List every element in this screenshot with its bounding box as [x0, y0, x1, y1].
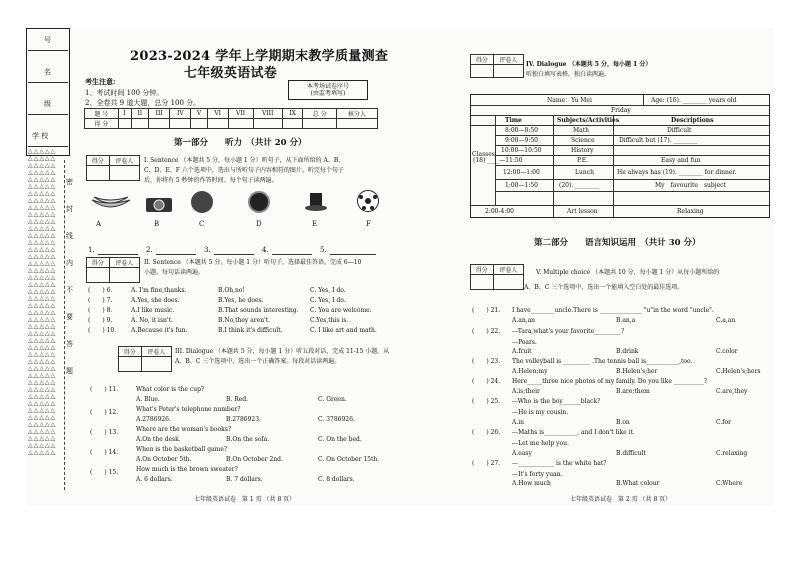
- soccer-ball-picture: [357, 190, 379, 212]
- camera-picture: [144, 193, 174, 213]
- answer-blank[interactable]: [98, 254, 138, 255]
- clock-picture: [248, 191, 270, 213]
- exam-subtitle: 七年级英语试卷: [184, 66, 278, 81]
- question-row: ( ) 8.: [88, 307, 113, 314]
- section2-score-box: 得分 评卷人: [86, 257, 140, 283]
- classes-label: Classes: [472, 151, 495, 158]
- part1-title: 第一部分 听力 （共计 20 分）: [174, 138, 307, 148]
- answer-blank[interactable]: [330, 254, 376, 255]
- label-class: 级: [44, 100, 51, 108]
- section5-instr-1: V. Multiple choice （本题共 10 分，每小题 1 分）从每小题所给的: [536, 269, 720, 276]
- blank-18[interactable]: (18) ____—11:50: [473, 157, 523, 164]
- blank-17[interactable]: Difficult but (17). ________: [619, 137, 698, 144]
- student-name: Name：Yu Mei: [547, 97, 592, 104]
- blank-20[interactable]: (20). ________: [559, 182, 600, 189]
- answer-blank[interactable]: [214, 254, 254, 255]
- section4-score-box: 得分 评卷人: [470, 54, 524, 78]
- section1-instr-1: I. Sentence （本题共 5 分，每小题 1 分）听句子，从下面所给的 A、B、: [144, 157, 345, 164]
- pic-label-f: F: [366, 220, 371, 228]
- section2-instr-1: II. Sentence （本题共 5 分，每小题 1 分）听句子，选择最佳答语。完成 6—10: [144, 259, 362, 266]
- section5-score-box: 得分 评卷人: [470, 264, 524, 290]
- page2-footer: 七年级英语试卷 第 2 页 （共 8 页）: [570, 496, 672, 503]
- basketball-picture: [191, 191, 213, 213]
- section3-instr-2: A、B、C 三个选项中，选出一个正确答案。每段对话读两遍。: [175, 358, 341, 365]
- section3-instr-1: III. Dialogue （本题共 5 分，每小题 1 分）听五段对话，完成 11-15 小题。从: [175, 348, 390, 355]
- bananas-picture: [90, 194, 132, 212]
- schedule-table: Name：Yu Mei Age: (16). ________ years old Friday Time Subjects/Activities Descriptions Classes 8:00—8:50 Math Difficult 9:00—9:50 Science Difficult but (17). ________ 10:00—10:50 History (18) ____—11:50 P.E. Easy and fun 12:00—1:00 Lunch He always has (19). ________ for dinner. 1:00—1:50 (20). ________ My favourite subject 2:00-4:00 Art lesson Relaxing: [470, 94, 770, 218]
- pic-label-a: A: [96, 220, 102, 228]
- question-row: ( ) 7.: [88, 297, 113, 304]
- question-row: ( ) 9.: [88, 317, 113, 324]
- blank-19[interactable]: He always has (19). ________ for dinner.: [617, 169, 737, 176]
- question-row: ( ) 10.: [88, 327, 117, 334]
- exam-title: 2023-2024 学年上学期期末教学质量测查: [130, 49, 389, 64]
- day-label: Friday: [611, 107, 631, 114]
- part2-title: 第二部分 语言知识运用 （共计 30 分）: [534, 238, 701, 248]
- notice-1: 1、考试时间 100 分钟。: [85, 89, 164, 97]
- section2-instr-2: 小题。每句话读两遍。: [144, 269, 205, 276]
- answer-blank[interactable]: [272, 254, 312, 255]
- section4-instr-1: IV. Dialogue （本题共 5 分，每小题 1 分）: [526, 61, 652, 68]
- seat-number-box: 本考场试卷序号 (由监考填写): [288, 80, 368, 100]
- question-row: ( ) 6.: [88, 287, 113, 294]
- seal-line-text: 密 封 线 内 不 要 答 题: [66, 178, 73, 375]
- score-table: [84, 108, 378, 129]
- section1-instr-3: 后，你将有 5 秒钟的作答时间。每个句子读两遍。: [144, 177, 278, 184]
- seal-line: [64, 160, 65, 490]
- score-table-row: 得 分: [85, 119, 378, 129]
- label-school: 学 校: [32, 132, 49, 140]
- exam-paper: 号 名 级 学 校 △△△△△ △△△△△ △△△△△ △△△△△ △△△△△ △△△△△ △△△△△ △△△△△ △△△△△ △△△△△ △△△△△ △△△△△ △△△△△ △△△△△ △△△△△ △△△△△ △△△△△ △△△△△ △△△△△ △△△△△ △△△△△ △△△△△ △△△△△ △△△△△ △△△△△ △△△△△ △△△△△ △△△△△ △△△△△ △△△△△ △△△△△ △△△△△ △△△△△ △△△△△ △△△△△ △△△△△ △△△△△ △△△△△ △△△△△ △△△△△ △△△△△ △△△△△ △△△△△ △△△△△ 密 封 线 内 不 要 答 题 2023-2024 学年上学期期末教学质量测查 七年级英语试卷 考生注意: 1、考试时间 100 分钟。 2、全卷共 9 道大题，总分 100 分。 本考场试卷序号 (由监考填写) 题 号 I II III IV V VI VII VIII IX 总 分 核分人 得 分 第一部分 听力 （共计 20 分） 得分 评卷人 I. Sentence （本题共 5 分，每小题 1 分）听句子，从下面所给的 A、B、 C、D、E、F 六个选项中，选出与所听句子内容相符的图片。听完每个句子 后，你将有 5 秒钟的作答时间。每个句子读两遍。 A B C D E F 1. 2. 3. 4. 5. 得分 评卷人 II. Sentence （本题共 5 分，每小题 1 分）听句子，选择最佳答语。完成 6—10 小题。每句话读两遍。 ( ) 6. A. I'm fine,thanks. B.Oh,no! C. Yes, I do. ( ) 7. A.Yes, she does. B.Yes, he does. C. Yes, I do. ( ) 8. A.I like music. B.That sounds interesting. C. You are welcome. ( ) 9. A. No, it isn't. B.No,they aren't. C.Yes,this is. ( ) 10. A.Because it's fun. B.I think it's difficult. C. I like art and math. 得分 评卷人 III. Dialogue （本题共 5 分，每小题 1 分）听五段对话，完成 11-15 小题。从 A、B、C 三个选项中，选出一个正确答案。每段对话读两遍。 ( ) 11. What color is the cup? A. Blue. B. Red. C. Green. ( ) 12. What's Peter's telephone number? A.2786926. B.2786923. C. 3786926. ( ) 13. Where are the woman's books? A.On the desk. B.On the sofa. C. On the bed. ( ) 14. When is the basketball game? A.On October 5th. B.On October 2nd. C. On October 15th. ( ) 15. How much is the brown sweater? A. 6 dollars. B. 7 dollars. C. 8 dollars. 七年级英语试卷 第 1 页 （共 8 页） 得分 评卷人 IV. Dialogue （本题共 5 分，每小题 1 分） 听独白填写表格，独白读两遍。 Name：Yu Mei Age: (16). ________ years old Friday Time Subjects/Activities Descriptions Classes 8:00—8:50 Math Difficult 9:00—9:50 Science Difficult but (17). ________ 10:00—10:50 History (18) ____—11:50 P.E. Easy and fun 12:00—1:00 Lunch He always has (19). ________ for dinner. 1:00—1:50 (20). ________ My favourite subject 2:00-4:00 Art lesson Relaxing 第二部分 语言知识运用 （共计 30 分） 得分 评卷人 V. Multiple choice （本题共 10 分，每小题 1 分）从每小题所给的 A、B、C 三个选项中，选出一个能填入空白处的最佳选项。 ( ) 21. I have________uncle.There is ______________ "u"in the word "uncle". A.an,an B.an,a C.a,an ( ) 22. ---Tara,what's your favorite_________? ---Pears. A.fruit B.drink C.color ( ) 23. The volleyball is _________ .The tennis ball is___________,too. A.Helen;my B.Helen's;her C.Helen's;hers ( ) 24. Here_____three nice photos of my family. Do you like __________? A.is;their B.are;them C.are,they ( ) 25. ---Who is the boy______black? ---He is my cousin. A.in B.on C.for ( ) 26. ---Maths is___________, and I don't like it. ---Let me help you. A.easy B.difficult C.relaxing ( ) 27. ---____________ is the white hat? ---It's forty yuan. A.How much B.What colour C.Where 七年级英语试卷 第 2 页 （共 8 页）: [26, 28, 774, 506]
- label-number: 号: [44, 36, 51, 44]
- section5-instr-2: A、B、C 三个选项中，选出一个能填入空白处的最佳选项。: [524, 284, 684, 291]
- triangle-column: △△△△△ △△△△△ △△△△△ △△△△△ △△△△△ △△△△△ △△△△△ △△△△△ △△△△△ △△△△△ △△△△△ △△△△△ △△△△△ △△△△△ △△△△△ △△△△△ △△△△△ △△△△△ △△△△△ △△△△△ △△△△△ △△△△△ △△△△△ △△△△△ △△△△△ △△△△△ △△△△△ △△△△△ △△△△△ △△△△△ △△△△△ △△△△△ △△△△△ △△△△△ △△△△△ △△△△△ △△△△△ △△△△△ △△△△△ △△△△△ △△△△△ △△△△△ △△△△△ △△△△△: [28, 148, 57, 456]
- score-table-header: 题 号 I II III IV V VI VII VIII IX 总 分 核分人: [85, 109, 378, 119]
- notice-title: 考生注意:: [85, 77, 116, 86]
- hat-picture: [304, 191, 328, 213]
- col-descriptions: Descriptions: [671, 117, 714, 124]
- col-subjects: Subjects/Activities: [557, 117, 620, 124]
- section1-instr-2: C、D、E、F 六个选项中，选出与所听句子内容相符的图片。听完每个句子: [144, 167, 344, 174]
- answer-blank[interactable]: [156, 254, 196, 255]
- pic-label-c: C: [199, 220, 205, 228]
- section3-score-box: 得分 评卷人: [118, 346, 172, 372]
- pic-label-e: E: [312, 220, 318, 228]
- section4-instr-2: 听独白填写表格，独白读两遍。: [526, 71, 611, 78]
- page1-footer: 七年级英语试卷 第 1 页 （共 8 页）: [194, 496, 296, 503]
- col-time: Time: [505, 117, 522, 124]
- pic-label-d: D: [256, 220, 262, 228]
- pic-label-b: B: [154, 220, 160, 228]
- section1-score-box: 得分 评卷人: [86, 155, 140, 181]
- notice-2: 2、全卷共 9 道大题，总分 100 分。: [85, 99, 201, 107]
- label-name: 名: [44, 68, 51, 76]
- student-age-blank[interactable]: Age: (16). ________ years old: [651, 97, 737, 104]
